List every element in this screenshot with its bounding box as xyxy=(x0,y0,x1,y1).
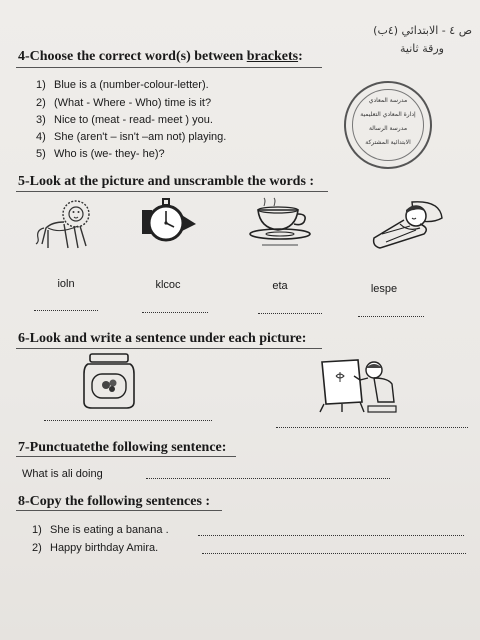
stamp-text-line: إدارة المعادي التعليمية xyxy=(360,111,416,118)
section4-item-3 xyxy=(36,114,213,126)
jar-icon xyxy=(82,352,136,410)
item-number: 2) xyxy=(32,542,42,554)
item-number: 2) xyxy=(36,97,46,109)
section4-title-underlined: brackets xyxy=(246,49,299,64)
section4-title-prefix: 4-Choose the correct word(s) between xyxy=(18,49,244,64)
answer-line-2[interactable] xyxy=(142,312,208,313)
scrambled-word-4: lespe xyxy=(370,283,398,295)
punctuate-answer-line[interactable] xyxy=(146,478,390,479)
item-text: Who is (we- they- he)? xyxy=(54,148,165,160)
item-number: 3) xyxy=(36,114,46,126)
section8-item-1 xyxy=(32,524,169,536)
item-number: 4) xyxy=(36,131,46,143)
scrambled-word-3: eta xyxy=(272,280,288,292)
item-text: Blue is a (number-colour-letter). xyxy=(54,79,209,91)
scrambled-word-2: klcoc xyxy=(155,279,181,291)
section7-sentence: What is ali doing xyxy=(22,468,103,480)
section5-title: 5-Look at the picture and unscramble the words : xyxy=(18,174,315,189)
answer-line-1[interactable] xyxy=(34,310,98,311)
item-text: Nice to (meat - read- meet ) you. xyxy=(54,114,213,126)
item-number: 1) xyxy=(32,524,42,536)
stamp-text-line: مدرسة الرسالة xyxy=(368,125,408,132)
copy-answer-line-1[interactable] xyxy=(198,535,464,536)
scrambled-word-1: ioln xyxy=(57,278,75,290)
stamp-text-line: مدرسة المعادي xyxy=(368,97,408,104)
painting-child-icon xyxy=(318,358,400,414)
section4-item-5 xyxy=(36,148,165,160)
stamp-text-line: الابتدائية المشتركة xyxy=(365,139,411,146)
item-text: (What - Where - Who) time is it? xyxy=(54,97,212,109)
section6-underline xyxy=(16,348,322,349)
section4-title xyxy=(18,49,303,65)
section4-item-1 xyxy=(36,79,209,91)
section7-underline xyxy=(16,456,236,457)
picture-sentence-line-1[interactable] xyxy=(44,420,212,421)
answer-line-3[interactable] xyxy=(258,313,322,314)
copy-answer-line-2[interactable] xyxy=(202,553,466,554)
header-arabic-line2: ورقة ثانية xyxy=(400,42,444,55)
section8-title: 8-Copy the following sentences : xyxy=(18,494,211,509)
lion-icon xyxy=(34,198,98,252)
section4-underline xyxy=(16,67,322,68)
section7-title: 7-Punctuatethe following sentence: xyxy=(18,440,227,455)
item-number: 1) xyxy=(36,79,46,91)
section8-underline xyxy=(16,510,222,511)
school-stamp xyxy=(344,81,432,169)
picture-sentence-line-2[interactable] xyxy=(276,427,468,428)
section6-title: 6-Look and write a sentence under each picture: xyxy=(18,331,307,346)
item-text: Happy birthday Amira. xyxy=(50,542,159,554)
item-number: 5) xyxy=(36,148,46,160)
sleeping-child-icon xyxy=(370,198,446,252)
cup-of-tea-icon xyxy=(248,200,316,248)
item-text: She is eating a banana . xyxy=(50,524,169,536)
section8-item-2 xyxy=(32,542,158,554)
clock-icon xyxy=(140,196,200,248)
header-arabic-line1: ص ٤ - الابتدائي (٤ب) xyxy=(373,24,472,37)
section4-title-suffix: : xyxy=(298,49,303,64)
section5-underline xyxy=(16,191,328,192)
answer-line-4[interactable] xyxy=(358,316,424,317)
section4-item-4 xyxy=(36,131,226,143)
item-text: She (aren't – isn't –am not) playing. xyxy=(54,131,227,143)
section4-item-2 xyxy=(36,97,211,109)
